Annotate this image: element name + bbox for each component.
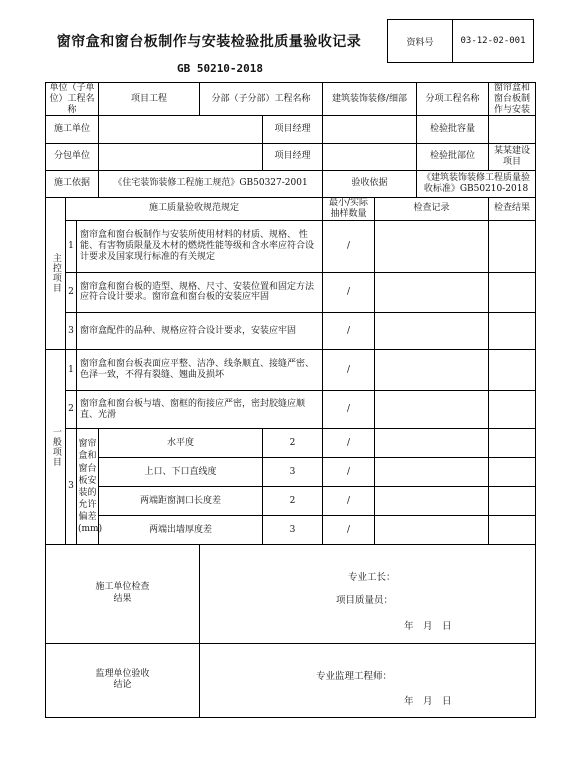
check-record — [375, 350, 489, 391]
tolerance-row — [46, 516, 536, 545]
tolerance-name: 水平度 — [99, 429, 263, 458]
batch-size-value — [489, 116, 536, 143]
check-result — [489, 391, 536, 429]
record-header: 检查记录 — [375, 197, 489, 220]
tolerance-name: 两端出墙厚度差 — [99, 516, 263, 545]
sample-count: / — [323, 487, 375, 516]
division-value: 建筑装饰装修/细部 — [323, 83, 417, 116]
foreman-label: 专业工长： — [348, 572, 396, 584]
check-result — [489, 429, 536, 458]
item-number: 3 — [66, 312, 77, 349]
result-header: 检查结果 — [489, 197, 536, 220]
item-number: 2 — [66, 391, 77, 429]
page-title: 窗帘盒和窗台板制作与安装检验批质量验收记录 — [56, 34, 362, 50]
item-number: 2 — [66, 272, 77, 312]
item-number: 3 — [66, 429, 77, 545]
standard-code: GB 50210-2018 — [176, 62, 264, 75]
document-code-box — [387, 19, 534, 63]
column-header-row — [46, 197, 536, 220]
sample-header: 最小/实际抽样数量 — [323, 197, 375, 220]
supervisor-sign-row — [46, 643, 536, 717]
sample-count: / — [323, 458, 375, 487]
item-text: 窗帘盒和窗台板与墙、窗框的衔接应严密，密封胶缝应顺直、光滑 — [77, 391, 323, 429]
sample-count: / — [323, 429, 375, 458]
subitem-label: 分项工程名称 — [417, 83, 489, 116]
info-row-subcontractor — [46, 143, 536, 170]
check-result — [489, 312, 536, 349]
supervisor-label-text: 监理单位验收结论 — [95, 668, 150, 691]
tolerance-name: 两端距窗洞口长度差 — [99, 487, 263, 516]
main-item-row — [46, 220, 536, 272]
item-text: 窗帘盒和窗台板的造型、规格、尺寸、安装位置和固定方法应符合设计要求。窗帘盒和窗台板的安装应牢固 — [77, 272, 323, 312]
sample-count: / — [323, 312, 375, 349]
contractor-manager-label: 项目经理 — [263, 116, 323, 143]
code-value: 03-12-02-001 — [460, 36, 526, 46]
unit-value: 项目工程 — [99, 83, 200, 116]
tolerance-label: 窗帘盒和窗台板安装的允许偏差(mm) — [77, 429, 99, 545]
contractor-manager-value — [323, 116, 417, 143]
contractor-result-label — [46, 545, 200, 643]
main-item-row — [46, 312, 536, 349]
check-record — [375, 487, 489, 516]
check-record — [375, 429, 489, 458]
batch-part-label: 检验批部位 — [417, 143, 489, 170]
main-item-row — [46, 272, 536, 312]
tolerance-row — [46, 458, 536, 487]
sample-count: / — [323, 220, 375, 272]
contractor-sign-area — [200, 545, 536, 643]
subcontractor-manager-value — [323, 143, 417, 170]
tolerance-value: 3 — [263, 458, 323, 487]
check-record — [375, 391, 489, 429]
check-record — [375, 272, 489, 312]
inspection-form-table — [45, 82, 536, 718]
supervisor-sign-date: 年 月 日 — [404, 695, 452, 707]
item-number: 1 — [66, 220, 77, 272]
info-row-unit — [46, 83, 536, 116]
contractor-sign-row — [46, 545, 536, 643]
batch-size-label: 检验批容量 — [417, 116, 489, 143]
item-number: 1 — [66, 350, 77, 391]
general-item-row — [46, 350, 536, 391]
item-text: 窗帘盒和窗台板表面应平整、洁净、线条顺直、接缝严密、色泽一致，不得有裂缝、翘曲及损坏 — [77, 350, 323, 391]
contractor-label: 施工单位 — [46, 116, 99, 143]
main-control-label: 主控项目 — [46, 197, 66, 349]
tolerance-name: 上口、下口直线度 — [99, 458, 263, 487]
subcontractor-manager-label: 项目经理 — [263, 143, 323, 170]
general-label: 一般项目 — [46, 350, 66, 545]
tolerance-row — [46, 429, 536, 458]
subitem-value: 窗帘盒和窗台板制作与安装 — [489, 83, 536, 116]
item-text: 窗帘盒配件的品种、规格应符合设计要求，安装应牢固 — [77, 312, 323, 349]
sample-count: / — [323, 350, 375, 391]
info-row-contractor — [46, 116, 536, 143]
check-result — [489, 220, 536, 272]
tolerance-value: 2 — [263, 429, 323, 458]
check-result — [489, 516, 536, 545]
check-result — [489, 350, 536, 391]
contractor-sign-date: 年 月 日 — [404, 621, 452, 633]
spec-header: 施工质量验收规范规定 — [66, 197, 323, 220]
sample-count: / — [323, 391, 375, 429]
check-record — [375, 220, 489, 272]
info-row-basis — [46, 170, 536, 197]
supervisor-label — [46, 643, 200, 717]
acceptance-basis-label: 验收依据 — [323, 170, 417, 197]
check-result — [489, 487, 536, 516]
check-result — [489, 458, 536, 487]
tolerance-row — [46, 487, 536, 516]
acceptance-basis-value: 《建筑装饰装修工程质量验收标准》GB50210-2018 — [417, 170, 536, 197]
check-record — [375, 312, 489, 349]
supervising-engineer-label: 专业监理工程师： — [316, 670, 393, 682]
supervisor-sign-area — [200, 643, 536, 717]
sample-count: / — [323, 516, 375, 545]
sample-count: / — [323, 272, 375, 312]
batch-part-value: 某某建设项目 — [489, 143, 536, 170]
code-label: 资料号 — [388, 20, 453, 62]
basis-label: 施工依据 — [46, 170, 99, 197]
tolerance-value: 3 — [263, 516, 323, 545]
check-record — [375, 516, 489, 545]
unit-label: 单位（子单位）工程名称 — [46, 83, 99, 116]
general-item-row — [46, 391, 536, 429]
basis-value: 《住宅装饰装修工程施工规范》GB50327-2001 — [99, 170, 323, 197]
tolerance-value: 2 — [263, 487, 323, 516]
check-record — [375, 458, 489, 487]
contractor-value — [99, 116, 263, 143]
subcontractor-label: 分包单位 — [46, 143, 99, 170]
quality-officer-label: 项目质量员： — [336, 595, 394, 607]
item-text: 窗帘盒和窗台板制作与安装所使用材料的材质、规格、 性能、有害物质限量及木材的燃烧性能等级和含水率应符合设计要求及国家现行标准的有关规定 — [77, 220, 323, 272]
contractor-result-text: 施工单位检查结果 — [95, 582, 150, 605]
subcontractor-value — [99, 143, 263, 170]
check-result — [489, 272, 536, 312]
division-label: 分部（子分部）工程名称 — [200, 83, 323, 116]
